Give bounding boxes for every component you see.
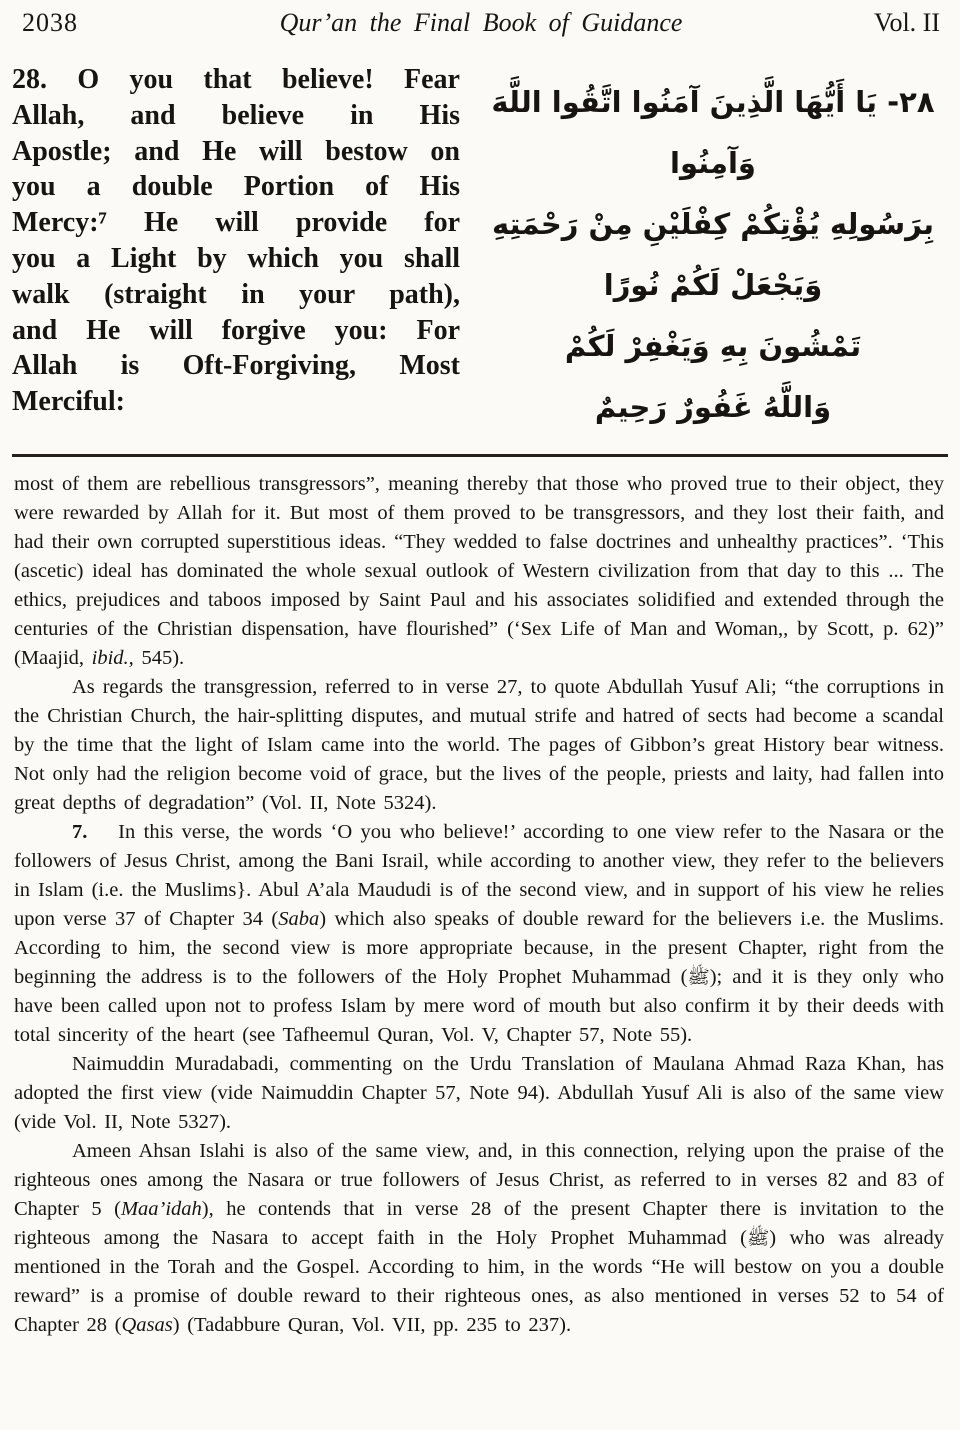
- commentary-paragraph: most of them are rebellious transgressors”, meaning thereby that those who proved true to their object, they were rewarded by Allah for it. But most of them proved to be transgressors, and they lost their faith, and had their own corrupted superstitious ideas. “They wedded to false doctrines and unhealthy practices”. ‘This (ascetic) ideal has dominated the whole sexual outlook of Western civilization from that day to this ... The ethics, prejudices and taboos imposed by Saint Paul and his associates solidified and extended through the centuries of the Christian dispensation, have flourished” (‘Sex Life of Man and Woman,, by Scott, p. 62)” (Maajid, ibid., 545).: [14, 473, 944, 669]
- commentary-paragraph: Naimuddin Muradabadi, commenting on the Urdu Translation of Maulana Ahmad Raza Khan, has adopted the first view (vide Naimuddin Chapter 57, Note 94). Abdullah Yusuf Ali is also of the same view (vide Vol. II, Note 5327).: [14, 1053, 944, 1133]
- verse-line: Merciful:: [12, 386, 125, 418]
- arabic-line: ٢٨- يَا أَيُّهَا الَّذِينَ آمَنُوا اتَّقُوا اللَّهَ وَآمِنُوا: [491, 85, 935, 180]
- commentary-section: [10, 470, 950, 1340]
- commentary-paragraph: As regards the transgression, referred to in verse 27, to quote Abdullah Yusuf Ali; “the corruptions in the Christian Church, the hair-splitting disputes, and mutual strife and hatred of sects had become a scandal by the time that the light of Islam came into the world. The pages of Gibbon’s great History bear witness. Not only had the religion become void of grace, but the lives of the people, priests and laity, had fallen into great depths of degradation” (Vol. II, Note 5324).: [14, 676, 944, 814]
- verse-line: you a double Portion of His: [12, 171, 460, 203]
- verse-line: and He will forgive you: For: [12, 314, 460, 346]
- arabic-line: وَيَجْعَلْ لَكُمْ نُورًا: [603, 268, 823, 302]
- pbuh-symbol: ﷺ: [687, 967, 710, 988]
- section-divider: [12, 454, 948, 457]
- verse-line: Allah is Oft-Forgiving, Most: [12, 350, 460, 382]
- volume-label: Vol. II: [874, 8, 940, 37]
- page-number: 2038: [22, 8, 78, 37]
- verse-section: [10, 62, 950, 438]
- verse-line: Allah, and believe in His: [12, 99, 460, 131]
- verse-line: walk (straight in your path),: [12, 278, 460, 310]
- pbuh-symbol: ﷺ: [747, 1228, 770, 1249]
- arabic-line: تَمْشُونَ بِهِ وَيَغْفِرْ لَكُمْ: [564, 329, 862, 363]
- book-title: Qur’an the Final Book of Guidance: [279, 8, 683, 37]
- arabic-line: وَاللَّهُ غَفُورٌ رَحِيمٌ: [594, 390, 832, 424]
- verse-translation: [10, 62, 460, 438]
- commentary-paragraph: Ameen Ahsan Islahi is also of the same view, and, in this connection, relying upon the praise of the righteous ones among the Nasara or true followers of Jesus Christ, as referred to in verses 82 and 83 of Chapter 5 (Maa’idah), he contends that in verse 28 of the present Chapter there is invitation to the righteous among the Nasara to accept faith in the Holy Prophet Muhammad (ﷺ) who was already mentioned in the Torah and the Gospel. According to him, in the words “He will bestow on you a double reward” is a promise of double reward to their righteous ones, as also mentioned in verses 52 to 54 of Chapter 28 (Qasas) (Tadabbure Quran, Vol. VII, pp. 235 to 237).: [14, 1140, 944, 1336]
- arabic-line: بِرَسُولِهِ يُؤْتِكُمْ كِفْلَيْنِ مِنْ رَحْمَتِهِ: [491, 207, 935, 241]
- commentary-paragraph: 7. In this verse, the words ‘O you who believe!’ according to one view refer to the Nasara or the followers of Jesus Christ, among the Bani Israil, while according to another view, they refer to the believers in Islam (i.e. the Muslims}. Abul A’ala Maududi is of the second view, and in support of his view he relies upon verse 37 of Chapter 34 (Saba) which also speaks of double reward for the believers i.e. the Muslims. According to him, the second view is more appropriate because, in the present Chapter, right from the beginning the address is to the followers of the Holy Prophet Muhammad (ﷺ); and it is they only who have been called upon not to profess Islam by mere word of mouth but also confirm it by their deeds with total sincerity of the heart (see Tafheemul Quran, Vol. V, Chapter 57, Note 55).: [14, 821, 944, 1046]
- verse-line: Mercy:⁷ He will provide for: [12, 207, 460, 239]
- verse-line: Apostle; and He will bestow on: [12, 135, 460, 167]
- page-header: [10, 6, 950, 38]
- verse-line: 28. O you that believe! Fear: [12, 64, 460, 95]
- verse-line: you a Light by which you shall: [12, 242, 460, 274]
- verse-arabic-text: [460, 72, 950, 438]
